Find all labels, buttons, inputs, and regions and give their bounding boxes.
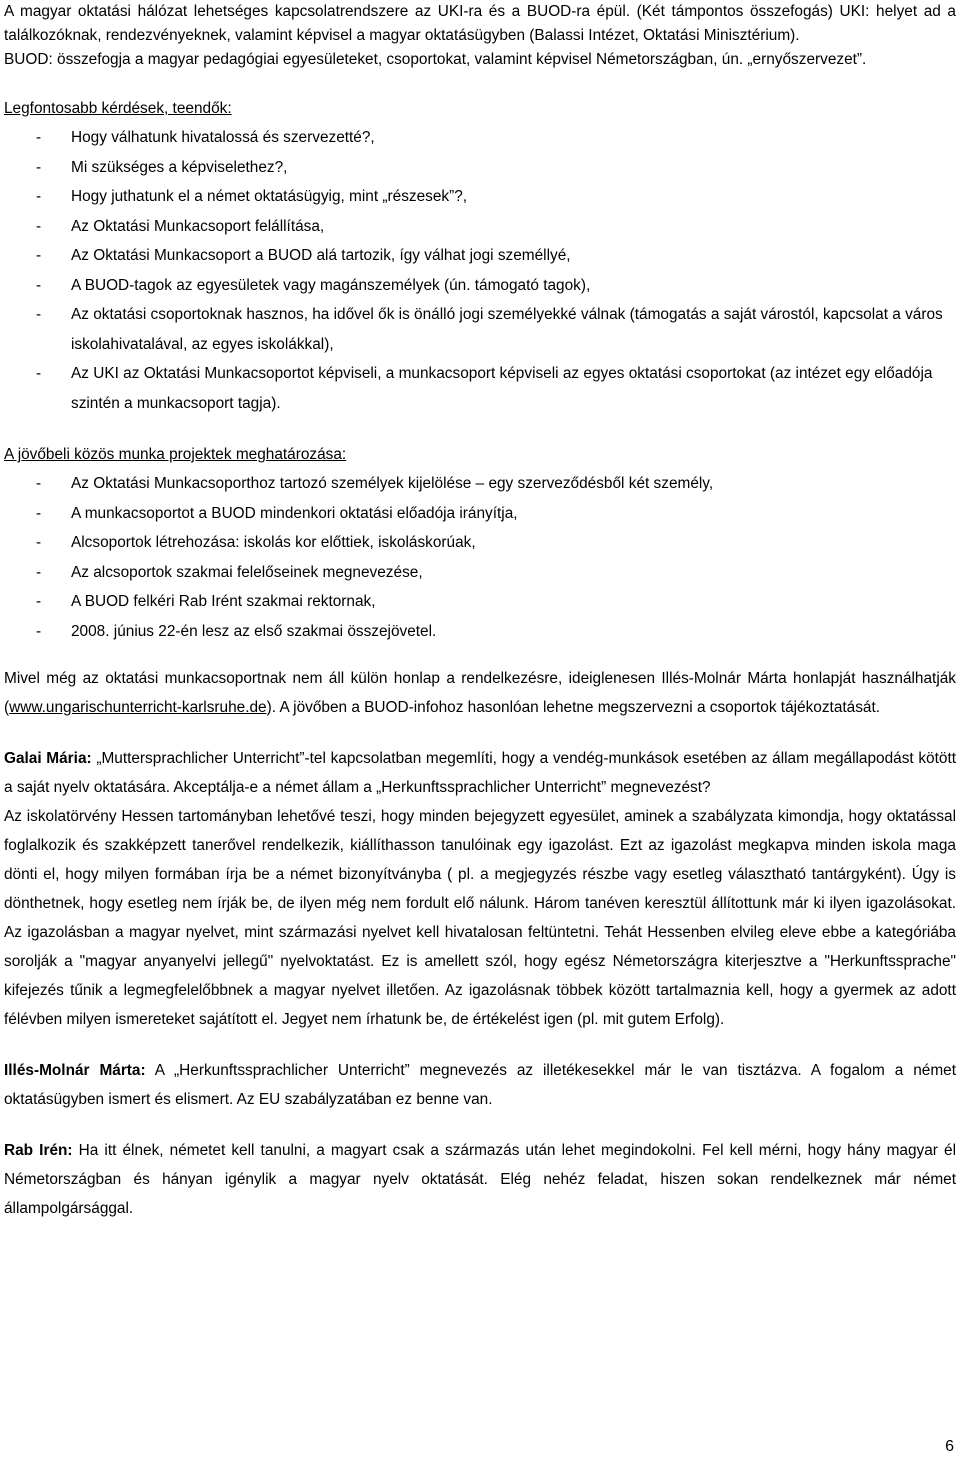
list-item: - A BUOD-tagok az egyesületek vagy magánszemélyek (ún. támogató tagok), <box>4 271 956 301</box>
list-dash: - <box>36 276 42 294</box>
speaker-name: Galai Mária <box>4 750 87 767</box>
galai-statement-continued: Az iskolatörvény Hessen tartományban lehetővé teszi, hogy minden bejegyzett egyesület, aminek a szabályzata kimondja, hogy oktatással foglalkozik és szakképzett tanerővel rendelkezik, kiállíthasson tanulóinak egy igazolást. Ezt az igazolást megkapva minden iskola maga dönti el, hogy milyen formában írja be a német bizonyítványba ( pl. a megjegyzés részbe vagy esetleg választható tantárgyként). Úgy is dönthetnek, hogy esetleg nem írják be, de ilyen még nem fordult elő nálunk. Három tanéven keresztül állítottunk már ki ilyen igazolásokat. Az igazolásban a magyar nyelvet, mint származási nyelvet kell hivatalosan feltüntetni. Tehát Hessenben elvileg eleve ebbe a kategóriába sorolják a "magyar anyanyelvi jellegű" nyelvoktatást. Ez is amellett szól, hogy egész Németországra kiterjesztve a "Herkunftssprache" kifejezés tűnik a legmegfelelőbbnek a magyar nyelvet illetően. Az igazolásnak többek között tartalmaznia kell, hogy a gyermek az adott félévben milyen ismereteket sajátított el. Jegyet nem írhatunk be, de értékelést igen (pl. mit gutem Erfolg). <box>4 808 956 1028</box>
list-item: - Alcsoportok létrehozása: iskolás kor előttiek, iskoláskorúak, <box>4 528 956 558</box>
list-dash: - <box>36 593 42 610</box>
list-dash: - <box>36 622 42 640</box>
list-item: - Az UKI az Oktatási Munkacsoportot képviseli, a munkacsoport képviseli az egyes oktatási csoportokat (az intézet egy előadója szintén a munkacsoport tagja). <box>4 359 956 418</box>
list-dash: - <box>36 534 42 551</box>
rab-statement: Rab Irén: Ha itt élnek, németet kell tanulni, a magyart csak a származás után lehet megindokolni. Fel kell mérni, hogy hány magyar él Németországban és hányan igénylik a magyar nyelv oktatását. Elég nehéz feladat, hiszen sokan rendelkeznek már német állampolgársággal. <box>4 1142 957 1217</box>
list-item: - Hogy válhatunk hivatalossá és szervezetté?, <box>4 123 956 153</box>
projects-list <box>4 469 956 646</box>
list-item: - A BUOD felkéri Rab Irént szakmai rektornak, <box>4 587 956 617</box>
intro-paragraph-buod: BUOD: összefogja a magyar pedagógiai egyesületeket, csoportokat, valamint képvisel Németországban, ún. „ernyőszervezet”. <box>4 51 867 68</box>
list-dash: - <box>36 247 42 264</box>
document-page <box>4 0 956 1223</box>
list-dash: - <box>36 563 42 581</box>
questions-list <box>4 123 956 418</box>
list-item: - Az oktatási csoportoknak hasznos, ha idővel ők is önálló jogi személyekké válnak (támogatás a saját várostól, kapcsolat a város iskolahivatalával, az egyes iskolákkal), <box>4 300 956 359</box>
list-item: - A munkacsoportot a BUOD mindenkori oktatási előadója irányítja, <box>4 499 956 529</box>
list-item: - Az Oktatási Munkacsoport a BUOD alá tartozik, így válhat jogi személlyé, <box>4 241 956 271</box>
speaker-name: Illés-Molnár Márta: <box>4 1062 146 1079</box>
intro-paragraph-uki: A magyar oktatási hálózat lehetséges kapcsolatrendszere az UKI-ra és a BUOD-ra épül. (Két támpontos összefogás) UKI: helyet ad a találkozóknak, rendezvényeknek, valamint képvisel a magyar oktatásügyben (Balassi Intézet, Oktatási Minisztérium). <box>4 3 956 44</box>
list-dash: - <box>36 188 42 205</box>
homepage-link[interactable]: www.ungarischunterricht-karlsruhe.de <box>9 699 267 716</box>
page-number: 6 <box>945 1438 954 1455</box>
galai-statement: Galai Mária: „Muttersprachlicher Unterricht”-tel kapcsolatban megemlíti, hogy a vendég-munkások esetében az állam megállapodást kötött a saját nyelv oktatására. Akceptálja-e a német állam a „Herkunftssprachlicher Unterricht” megnevezést? <box>4 750 957 796</box>
list-item: - Az Oktatási Munkacsoport felállítása, <box>4 212 956 242</box>
list-dash: - <box>36 475 42 492</box>
speaker-name: Rab Irén: <box>4 1142 73 1159</box>
list-dash: - <box>36 217 42 235</box>
list-item: - Az Oktatási Munkacsoporthoz tartozó személyek kijelölése – egy szerveződésből két személy, <box>4 469 956 499</box>
homepage-paragraph: Mivel még az oktatási munkacsoportnak nem áll külön honlap a rendelkezésre, ideiglenesen Illés-Molnár Márta honlapját használhatják (www.ungarischunterricht-karlsruhe.de). A jövőben a BUOD-infohoz hasonlóan lehetne megszervezni a csoportok tájékoztatását. <box>4 670 956 716</box>
list-item: - 2008. június 22-én lesz az első szakmai összejövetel. <box>4 617 956 647</box>
list-dash: - <box>36 306 42 323</box>
list-dash: - <box>36 504 42 522</box>
illes-statement: Illés-Molnár Márta: A „Herkunftssprachlicher Unterricht” megnevezés az illetékesekkel már le van tisztázva. A fogalom a német oktatásügyben ismert és elismert. Az EU szabályzatában ez benne van. <box>4 1062 956 1108</box>
list-item: - Az alcsoportok szakmai felelőseinek megnevezése, <box>4 558 956 588</box>
list-dash: - <box>36 129 42 146</box>
list-dash: - <box>36 158 42 176</box>
questions-heading: Legfontosabb kérdések, teendők: <box>4 100 232 117</box>
list-item: - Mi szükséges a képviselethez?, <box>4 153 956 183</box>
projects-heading: A jövőbeli közös munka projektek meghatározása: <box>4 446 347 463</box>
list-dash: - <box>36 365 42 382</box>
list-item: - Hogy juthatunk el a német oktatásügyig, mint „részesek”?, <box>4 182 956 212</box>
